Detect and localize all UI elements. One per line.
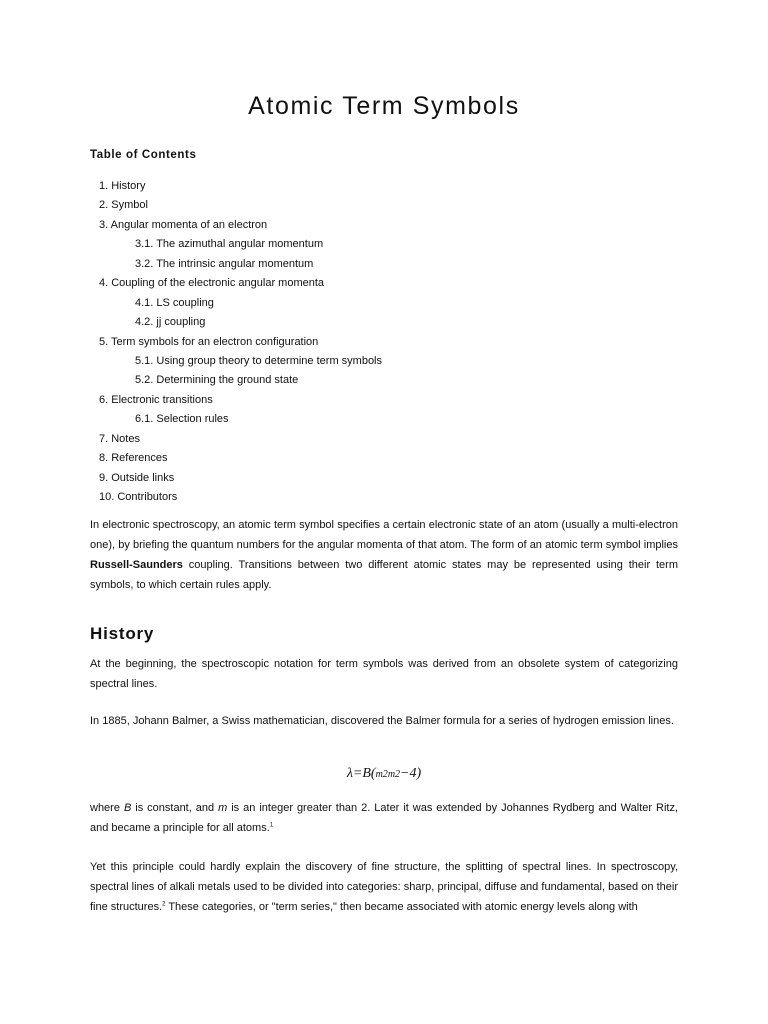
toc-item-label[interactable]: 4.2. jj coupling [135,316,206,329]
toc-item[interactable] [90,196,382,215]
toc-item[interactable] [90,391,382,410]
toc-item[interactable] [90,177,382,196]
toc-item[interactable] [90,333,382,352]
formula-2: 2 [395,769,401,780]
footnote-ref-1[interactable]: 1 [269,822,274,829]
toc-item-label[interactable]: 1. History [99,180,146,192]
history-paragraph-1: At the beginning, the spectroscopic notation for term symbols was derived from an obsolete system of categorizing spectral lines. [90,658,678,690]
toc-item-label[interactable]: 10. Contributors [99,491,178,503]
toc-item-label[interactable]: 5.1. Using group theory to determine term symbols [135,354,383,367]
toc-item-label[interactable]: 2. Symbol [99,199,148,212]
page-title: Atomic Term Symbols [248,92,520,120]
history-paragraph-4 [90,857,678,917]
toc-item[interactable] [90,430,382,449]
toc-subitem[interactable] [90,352,382,371]
p3-var-m: m [218,802,228,814]
toc-item[interactable] [90,216,382,235]
toc-item-label[interactable]: 8. References [99,452,168,465]
history-paragraph-3 [90,798,678,838]
p3-text-c: is an integer greater than 2. Later it was extended by Johannes Rydberg and Walter Ritz, and became a principle for all atoms. [90,802,678,834]
intro-text-2: coupling. Transitions between two different atomic states may be represented using their term symbols, to which certain rules apply. [90,559,678,591]
formula-m2: m2 [375,769,388,780]
toc-subitem[interactable] [90,255,382,274]
p3-var-b: B [123,802,132,814]
toc-item-label[interactable]: 7. Notes [99,432,140,445]
p3-text-a: where [90,802,124,814]
toc-item-label[interactable]: 3.2. The intrinsic angular momentum [135,257,314,270]
toc-subitem[interactable] [90,294,382,313]
p3-text-b: is constant, and [131,802,219,814]
formula-tail: −4) [400,766,422,781]
toc-item-label[interactable]: 3.1. The azimuthal angular momentum [135,238,324,251]
table-of-contents [90,177,382,507]
toc-subitem[interactable] [90,410,382,429]
toc-item[interactable] [90,449,382,468]
toc-heading: Table of Contents [90,149,197,161]
p4-text-b: These categories, or "term series," then became associated with atomic energy levels along with [165,901,638,913]
toc-item-label[interactable]: 4.1. LS coupling [135,296,214,309]
toc-item-label[interactable]: 6. Electronic transitions [99,393,213,406]
footnote-ref-2[interactable]: 2 [162,901,166,908]
toc-item-label[interactable]: 6.1. Selection rules [135,413,229,426]
formula-lhs: λ=B( [346,766,376,781]
toc-item-label[interactable]: 3. Angular momenta of an electron [99,218,268,231]
history-paragraph-2: In 1885, Johann Balmer, a Swiss mathematician, discovered the Balmer formula for a series of hydrogen emission lines. [90,715,674,727]
intro-bold-term: Russell-Saunders [90,559,183,571]
toc-item[interactable] [90,274,382,293]
toc-item-label[interactable]: 9. Outside links [99,471,175,484]
balmer-formula [90,766,678,782]
intro-text-1: In electronic spectroscopy, an atomic term symbol specifies a certain electronic state of an atom (usually a multi-electron one), by briefing the quantum numbers for the angular momenta of that atom. The form of an atomic term symbol implies [90,519,678,551]
toc-subitem[interactable] [90,313,382,332]
toc-item-label[interactable]: 4. Coupling of the electronic angular momenta [99,277,325,290]
p4-text-a: Yet this principle could hardly explain the discovery of fine structure, the splitting of spectral lines. In spectroscopy, spectral lines of alkali metals used to be divided into categories: sharp, principal, diffuse and fundamental, based on their fine structures. [90,861,678,913]
intro-paragraph [90,515,678,595]
toc-item[interactable] [90,469,382,488]
toc-item[interactable] [90,488,382,507]
toc-subitem[interactable] [90,371,382,390]
formula-m: m [387,769,396,780]
toc-item-label[interactable]: 5. Term symbols for an electron configuration [99,335,319,348]
history-heading: History [90,624,155,643]
toc-subitem[interactable] [90,235,382,254]
toc-item-label[interactable]: 5.2. Determining the ground state [135,374,299,387]
